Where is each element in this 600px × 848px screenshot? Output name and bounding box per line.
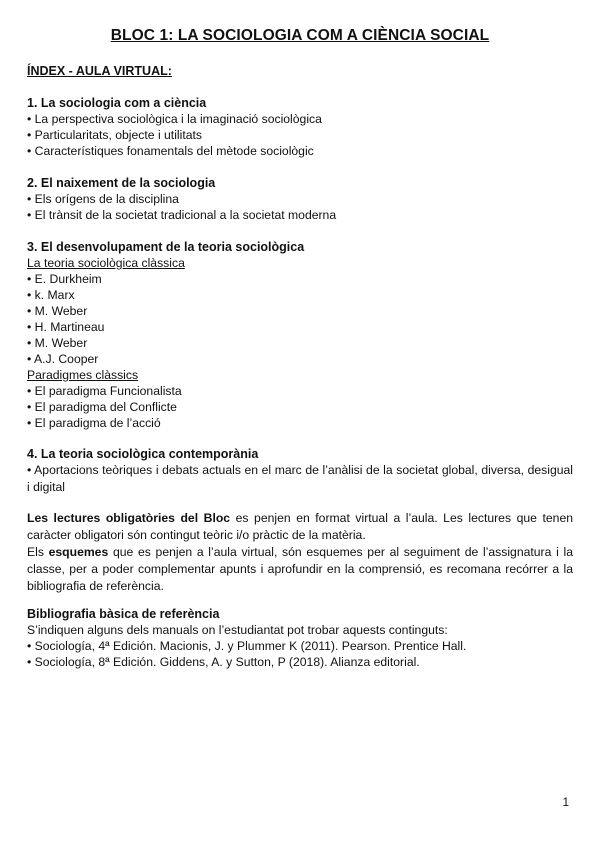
list-item: • H. Martineau [27, 320, 105, 334]
page-title: BLOC 1: LA SOCIOLOGIA COM A CIÈNCIA SOCIAL [110, 27, 490, 44]
section-1 [27, 95, 573, 159]
section-heading: 4. La teoria sociològica contemporània [27, 447, 259, 461]
list-item: • El paradigma del Conflicte [27, 400, 177, 414]
list-item: • Particularitats, objecte i utilitats [27, 128, 202, 142]
list-item: • A.J. Cooper [27, 352, 99, 366]
index-title: ÍNDEX - AULA VIRTUAL: [27, 64, 172, 78]
list-item: • El trànsit de la societat tradicional a la societat moderna [27, 208, 337, 222]
list-item: • E. Durkheim [27, 272, 102, 286]
list-item: • El paradigma Funcionalista [27, 384, 182, 398]
list-item: • k. Marx [27, 288, 75, 302]
schemes-paragraph [27, 544, 573, 595]
readings-bold: Les lectures obligatòries del Bloc [27, 511, 231, 525]
schemes-text: que es penjen a l’aula virtual, són esquemes per al seguiment de l’assignatura i la classe, per a poder complementar apunts i aprofundir en la comprensió, es recomana recórrer a la bibliografia de referència. [27, 545, 573, 593]
subsection-heading: Paradigmes clàssics [27, 368, 139, 382]
section-2 [27, 175, 573, 223]
bibliography-item: • Sociología, 8ª Edición. Giddens, A. y Sutton, P (2018). Alianza editorial. [27, 655, 420, 669]
section-3 [27, 239, 573, 431]
bibliography-intro: S’indiquen alguns dels manuals on l’estudiantat pot trobar aquests continguts: [27, 623, 448, 637]
section-heading: 2. El naixement de la sociologia [27, 176, 216, 190]
readings-paragraph [27, 510, 573, 595]
section-heading: 1. La sociologia com a ciència [27, 96, 207, 110]
bibliography-heading: Bibliografia bàsica de referència [27, 607, 220, 621]
bibliography-section [27, 606, 573, 670]
list-item: • El paradigma de l’acció [27, 416, 161, 430]
section-heading: 3. El desenvolupament de la teoria sociològica [27, 240, 305, 254]
schemes-pre: Els [27, 545, 49, 559]
schemes-bold: esquemes [48, 545, 109, 559]
bibliography-item: • Sociología, 4ª Edición. Macionis, J. y Plummer K (2011). Pearson. Prentice Hall. [27, 639, 467, 653]
list-item: • Característiques fonamentals del mètode sociològic [27, 144, 314, 158]
list-item: • M. Weber [27, 304, 88, 318]
list-item: • M. Weber [27, 336, 88, 350]
page-number: 1 [562, 797, 569, 809]
section-4 [27, 446, 573, 496]
list-item: • La perspectiva sociològica i la imaginació sociològica [27, 112, 322, 126]
list-item: • Aportacions teòriques i debats actuals en el marc de l’anàlisi de la societat global, diversa, desigual i digital [27, 463, 573, 494]
readings-text: es penjen en format virtual a l’aula. Les lectures que tenen caràcter obligatori són contingut teòric i/o pràctic de la matèria. [27, 511, 573, 542]
subsection-heading: La teoria sociològica clàssica [27, 256, 185, 270]
list-item: • Els orígens de la disciplina [27, 192, 179, 206]
